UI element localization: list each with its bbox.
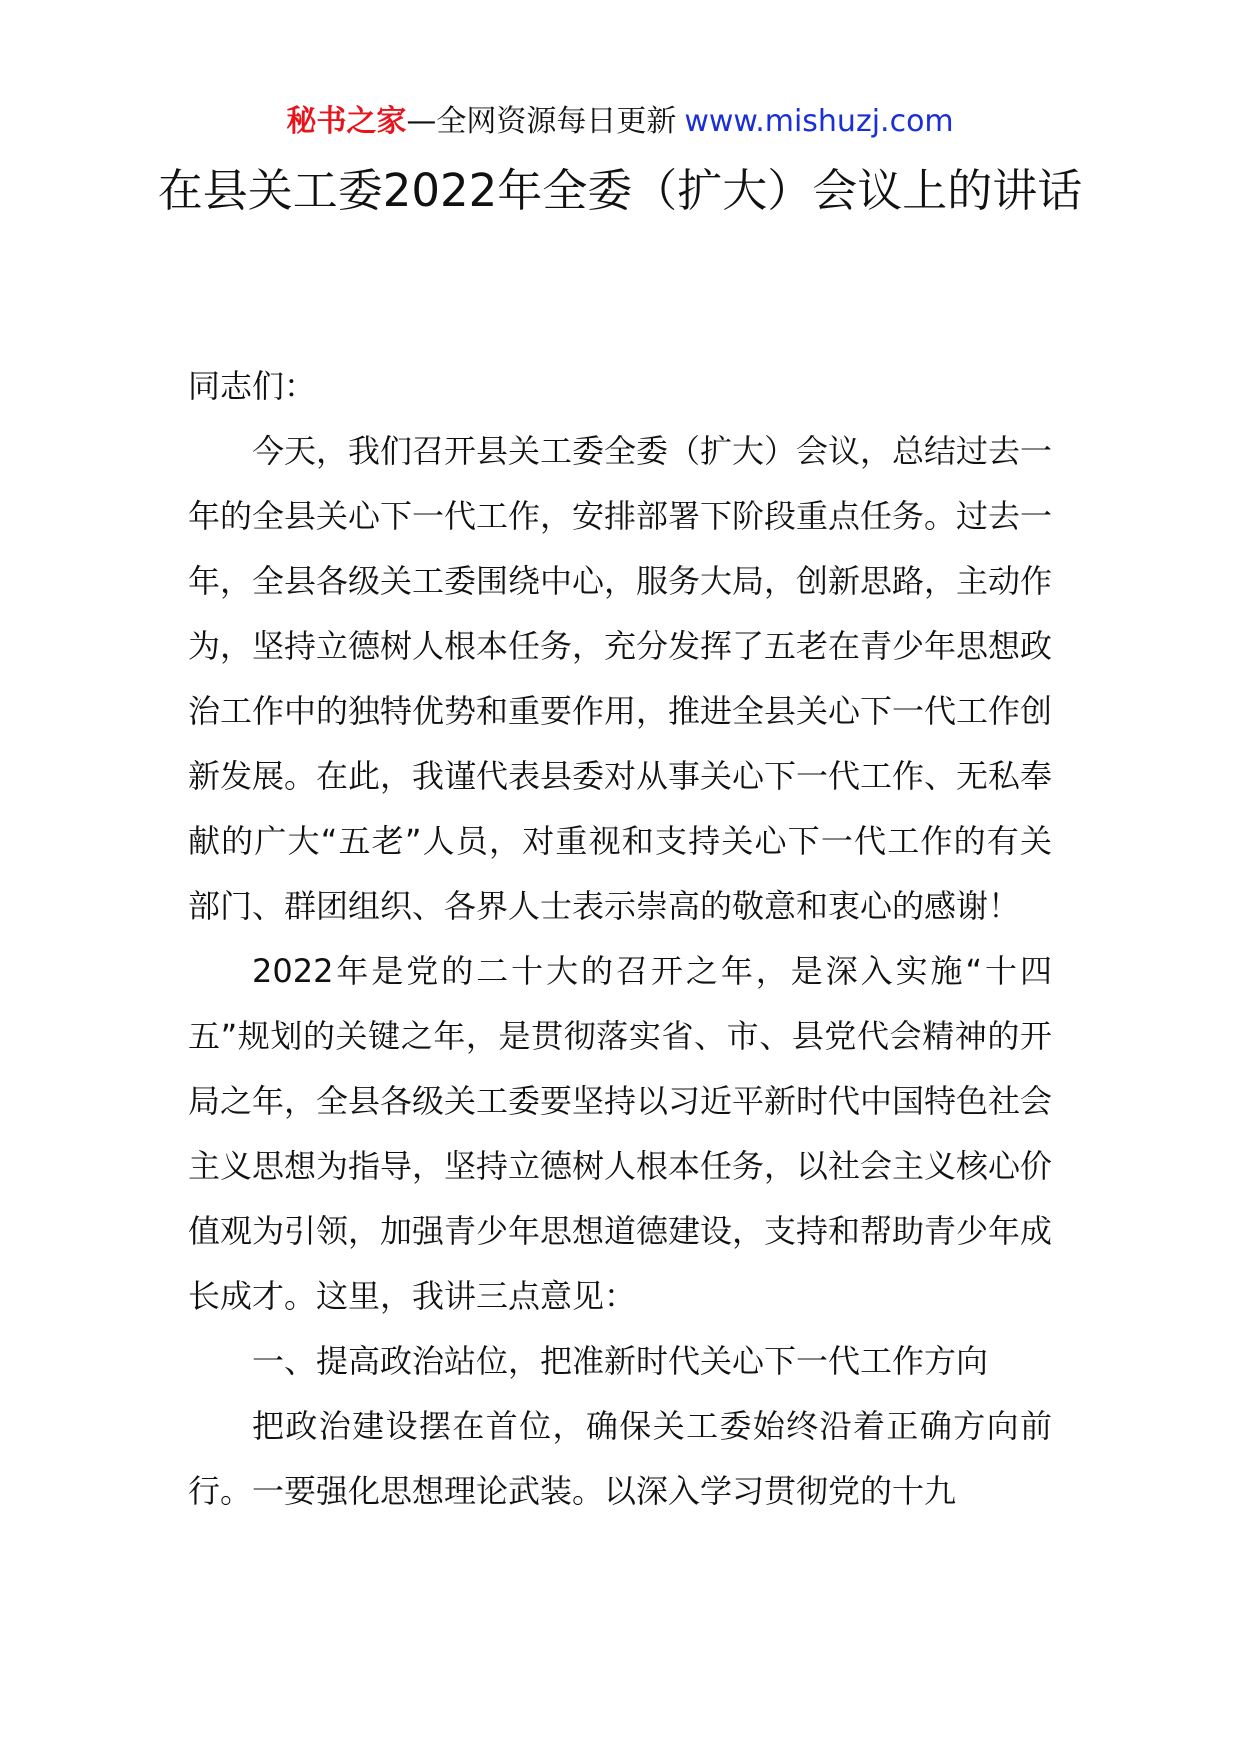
salutation: 同志们： (188, 367, 317, 405)
document-title: 在县关工委2022年全委（扩大）会议上的讲话 (157, 164, 1083, 217)
header-tagline: —全网资源每日更新 (406, 104, 677, 139)
document-body (188, 354, 1052, 1524)
body-paragraph: 把政治建设摆在首位，确保关工委始终沿着正确方向前行。一要强化思想理论武装。以深入学习贯彻党的十九 (188, 1407, 1052, 1510)
section-heading: 一、提高政治站位，把准新时代关心下一代工作方向 (252, 1342, 989, 1380)
brand-name: 秘书之家 (286, 104, 407, 139)
site-url-link[interactable]: www.mishuzj.com (684, 104, 954, 139)
body-paragraph: 今天，我们召开县关工委全委（扩大）会议，总结过去一年的全县关心下一代工作，安排部署下阶段重点任务。过去一年，全县各级关工委围绕中心，服务大局，创新思路，主动作为，坚持立德树人根本任务，充分发挥了五老在青少年思想政治工作中的独特优势和重要作用，推进全县关心下一代工作创新发展。在此，我谨代表县委对从事关心下一代工作、无私奉献的广大“五老”人员，对重视和支持关心下一代工作的有关部门、群团组织、各界人士表示崇高的敬意和衷心的感谢！ (188, 432, 1053, 925)
site-header (0, 100, 1240, 144)
body-paragraph: 2022年是党的二十大的召开之年，是深入实施“十四五”规划的关键之年，是贯彻落实省、市、县党代会精神的开局之年，全县各级关工委要坚持以习近平新时代中国特色社会主义思想为指导，坚持立德树人根本任务，以社会主义核心价值观为引领，加强青少年思想道德建设，支持和帮助青少年成长成才。这里，我讲三点意见： (188, 952, 1053, 1315)
